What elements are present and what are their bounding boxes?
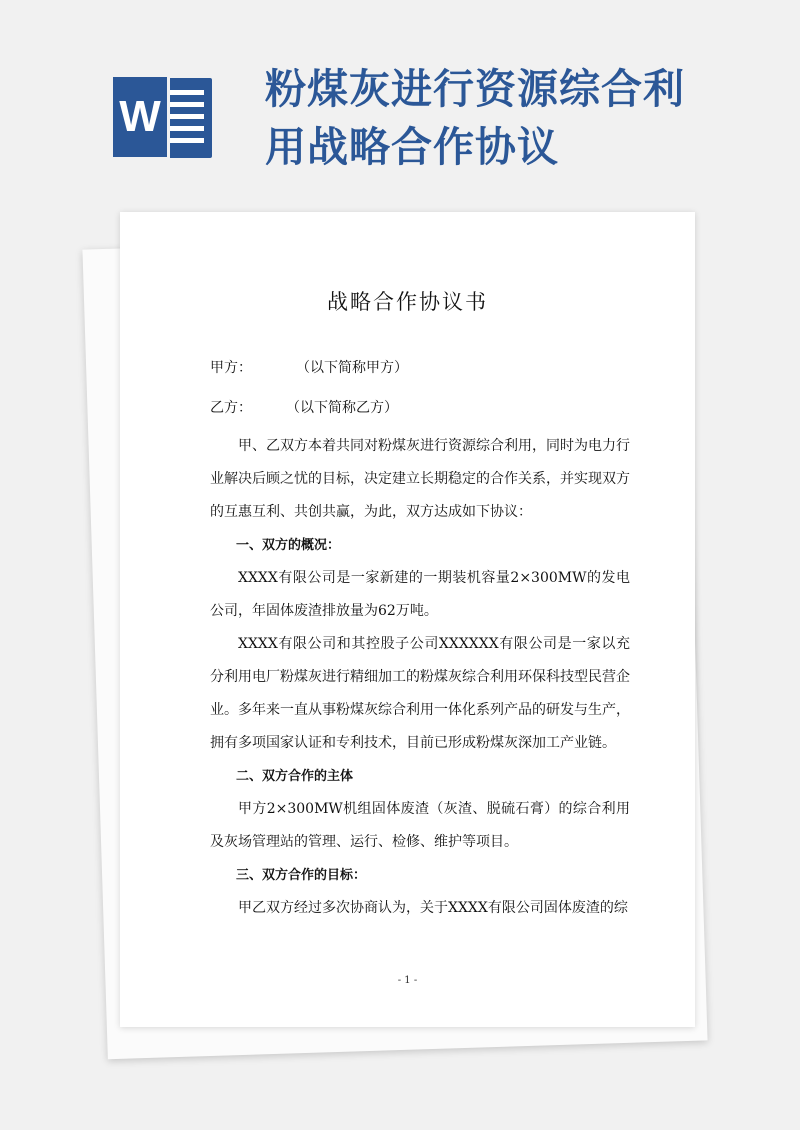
header bbox=[0, 0, 800, 210]
party-a-line bbox=[210, 357, 408, 377]
section-heading: 一、双方的概况： bbox=[236, 538, 341, 553]
paragraph: 甲乙双方经过多次协商认为，关于XXXX有限公司固体废渣的综 bbox=[238, 900, 628, 916]
paragraph: 甲、乙双方本着共同对粉煤灰进行资源综合利用，同时为电力行业解决后顾之忧的目标，决定建立长期稳定的合作关系，并实现双方的互惠互利、共创共赢，为此，双方达成如下协议： bbox=[210, 438, 630, 520]
page-title-line2: 用战略合作协议 bbox=[265, 123, 559, 171]
doc-line-icon bbox=[166, 126, 204, 131]
paragraph: XXXX有限公司和其控股子公司XXXXXX有限公司是一家以充分利用电厂粉煤灰进行精细加工的粉煤灰综合利用环保科技型民营企业。多年来一直从事粉煤灰综合利用一体化系列产品的研发与生产，拥有多项国家认证和专利技术，目前已形成粉煤灰深加工产业链。 bbox=[210, 636, 630, 751]
doc-line-icon bbox=[166, 114, 204, 119]
document-body bbox=[210, 430, 630, 925]
word-logo-badge: W bbox=[110, 74, 170, 160]
party-b-label: 乙方： bbox=[210, 400, 252, 416]
document-page bbox=[120, 212, 695, 1027]
word-document-icon bbox=[110, 74, 214, 160]
page-title bbox=[265, 60, 725, 176]
party-b-line bbox=[210, 397, 398, 417]
paragraph: XXXX有限公司是一家新建的一期装机容量2×300MW的发电公司，年固体废渣排放量为62万吨。 bbox=[210, 570, 630, 619]
doc-line-icon bbox=[166, 90, 204, 95]
page-title-line1: 粉煤灰进行资源综合利 bbox=[265, 65, 685, 113]
section-heading: 二、双方合作的主体 bbox=[236, 769, 354, 784]
party-b-value: （以下简称乙方） bbox=[286, 400, 398, 416]
section-heading: 三、双方合作的目标： bbox=[236, 868, 367, 883]
paragraph: 甲方2×300MW机组固体废渣（灰渣、脱硫石膏）的综合利用及灰场管理站的管理、运行、检修、维护等项目。 bbox=[210, 801, 630, 850]
page-number: - 1 - bbox=[397, 975, 418, 986]
party-a-label: 甲方： bbox=[210, 360, 252, 376]
doc-line-icon bbox=[166, 138, 204, 143]
document-title: 战略合作协议书 bbox=[327, 290, 488, 314]
doc-line-icon bbox=[166, 102, 204, 107]
party-a-value: （以下简称甲方） bbox=[296, 360, 408, 376]
